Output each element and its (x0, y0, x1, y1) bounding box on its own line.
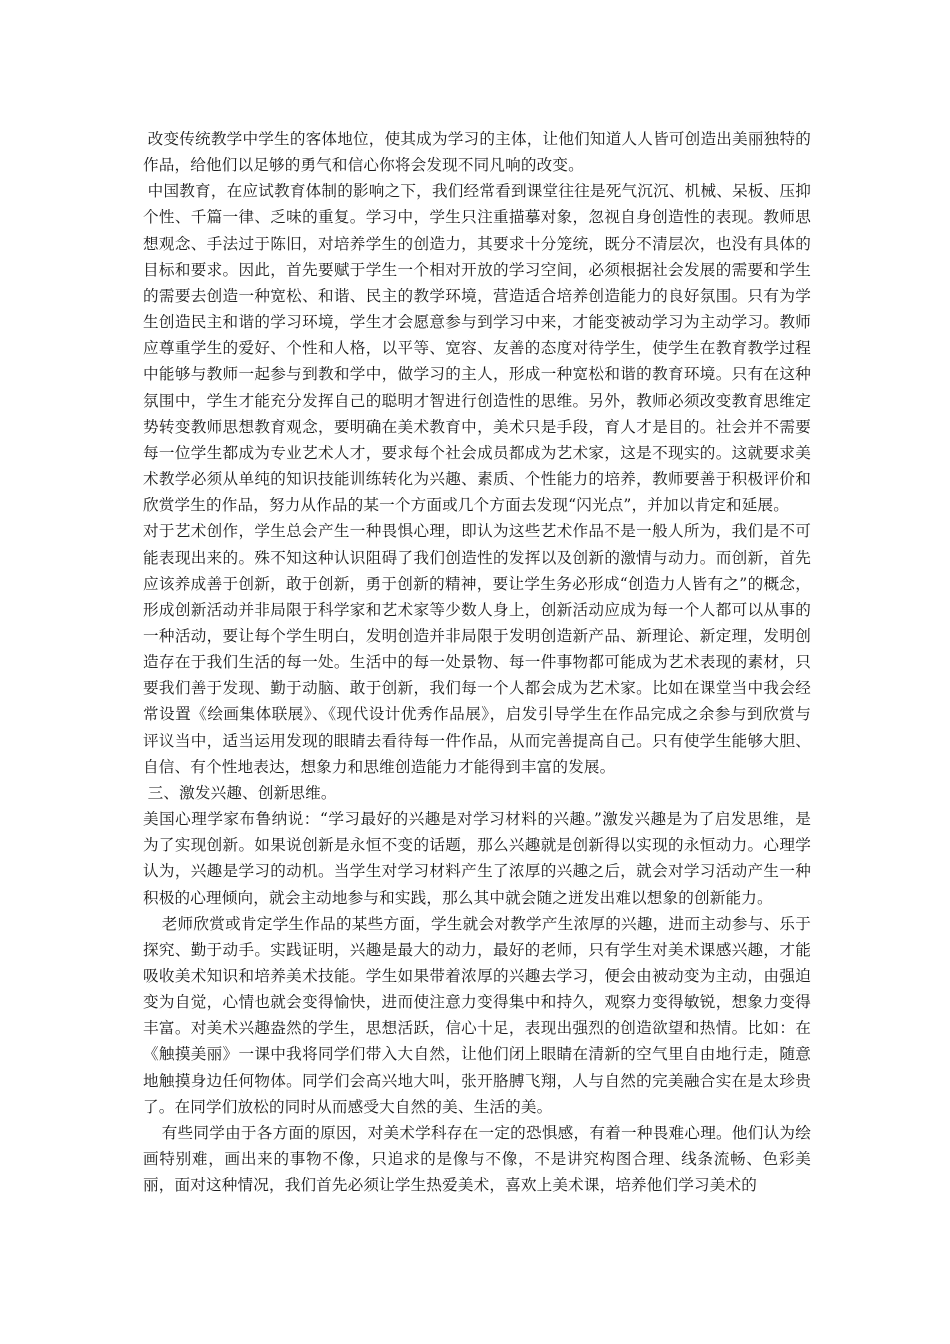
paragraph-bruner-quote: 美国心理学家布鲁纳说：“学习最好的兴趣是对学习材料的兴趣。”激发兴趣是为了启发思维，是为了实现创新。如果说创新是永恒不变的话题，那么兴趣就是创新得以实现的永恒动力。心理学认为，兴趣是学习的动机。当学生对学习材料产生了浓厚的兴趣之后，就会对学习活动产生一种积极的心理倾向，就会主动地参与和实践，那么其中就会随之迸发出难以想象的创新能力。 (143, 810, 811, 907)
section-heading-3: 三、激发兴趣、创新思维。 (147, 783, 337, 802)
paragraph-interest-motivation: 老师欣赏或肯定学生作品的某些方面，学生就会对教学产生浓厚的兴趣，进而主动参与、乐于探究、勤于动手。实践证明，兴趣是最大的动力，最好的老师，只有学生对美术课感兴趣，才能吸收美术知识和培养美术技能。学生如果带着浓厚的兴趣去学习，便会由被动变为主动，由强迫变为自觉，心情也就会变得愉快，进而使注意力变得集中和持久，观察力变得敏锐，想象力变得丰富。对美术兴趣盎然的学生，思想活跃，信心十足，表现出强烈的创造欲望和热情。比如：在《触摸美丽》一课中我将同学们带入大自然，让他们闭上眼睛在清新的空气里自由地行走，随意地触摸身边任何物体。同学们会高兴地大叫，张开胳膊飞翔，人与自然的完美融合实在是太珍贵了。在同学们放松的同时从而感受大自然的美、生活的美。 (143, 914, 811, 1116)
paragraph-art-creation: 对于艺术创作，学生总会产生一种畏惧心理，即认为这些艺术作品不是一般人所为，我们是不可能表现出来的。殊不知这种认识阻碍了我们创造性的发挥以及创新的激情与动力。而创新，首先应该养成善于创新，敢于创新，勇于创新的精神，要让学生务必形成“创造力人皆有之”的概念，形成创新活动并非局限于科学家和艺术家等少数人身上，创新活动应成为每一个人都可以从事的一种活动，要让每个学生明白，发明创造并非局限于发明创造新产品、新理论、新定理，发明创造存在于我们生活的每一处。生活中的每一处景物、每一件事物都可能成为艺术表现的素材，只要我们善于发现、勤于动脑、敢于创新，我们每一个人都会成为艺术家。比如在课堂当中我会经常设置《绘画集体联展》、《现代设计优秀作品展》，启发引导学生在作品完成之余参与到欣赏与评议当中，适当运用发现的眼睛去看待每一件作品，从而完善提高自己。只有使学生能够大胆、自信、有个性地表达，想象力和思维创造能力才能得到丰富的发展。 (143, 522, 811, 776)
paragraph-education-environment: 中国教育，在应试教育体制的影响之下，我们经常看到课堂往往是死气沉沉、机械、呆板、压抑个性、千篇一律、乏味的重复。学习中，学生只注重描摹对象，忽视自身创造性的表现。教师思想观念、手法过于陈旧，对培养学生的创造力，其要求十分笼统，既分不清层次，也没有具体的目标和要求。因此，首先要赋于学生一个相对开放的学习空间，必须根据社会发展的需要和学生的需要去创造一种宽松、和谐、民主的教学环境，营造适合培养创造能力的良好氛围。只有为学生创造民主和谐的学习环境，学生才会愿意参与到学习中来，才能变被动学习为主动学习。教师应尊重学生的爱好、个性和人格，以平等、宽容、友善的态度对待学生，使学生在教育教学过程中能够与教师一起参与到教和学中，做学习的主人，形成一种宽松和谐的教育环境。只有在这种氛围中，学生才能充分发挥自己的聪明才智进行创造性的思维。另外，教师必须改变教育思维定势转变教师思想教育观念，要明确在美术教育中，美术只是手段，育人才是目的。社会并不需要每一位学生都成为专业艺术人才，要求每个社会成员都成为艺术家，这是不现实的。这就要求美术教学必须从单纯的知识技能训练转化为兴趣、素质、个性能力的培养，教师要善于积极评价和欣赏学生的作品，努力从作品的某一个方面或几个方面去发现“闪光点”，并加以肯定和延展。 (143, 182, 811, 515)
paragraph-fear-of-art: 有些同学由于各方面的原因，对美术学科存在一定的恐惧感，有着一种畏难心理。他们认为绘画特别难，画出来的事物不像，只追求的是像与不像，不是讲究构图合理、线条流畅、色彩美丽，面对这种情况，我们首先必须让学生热爱美术，喜欢上美术课，培养他们学习美术的 (143, 1123, 811, 1195)
paragraph-intro: 改变传统教学中学生的客体地位，使其成为学习的主体，让他们知道人人皆可创造出美丽独特的作品，给他们以足够的勇气和信心你将会发现不同凡响的改变。 (143, 130, 811, 175)
document-body (143, 126, 811, 1198)
